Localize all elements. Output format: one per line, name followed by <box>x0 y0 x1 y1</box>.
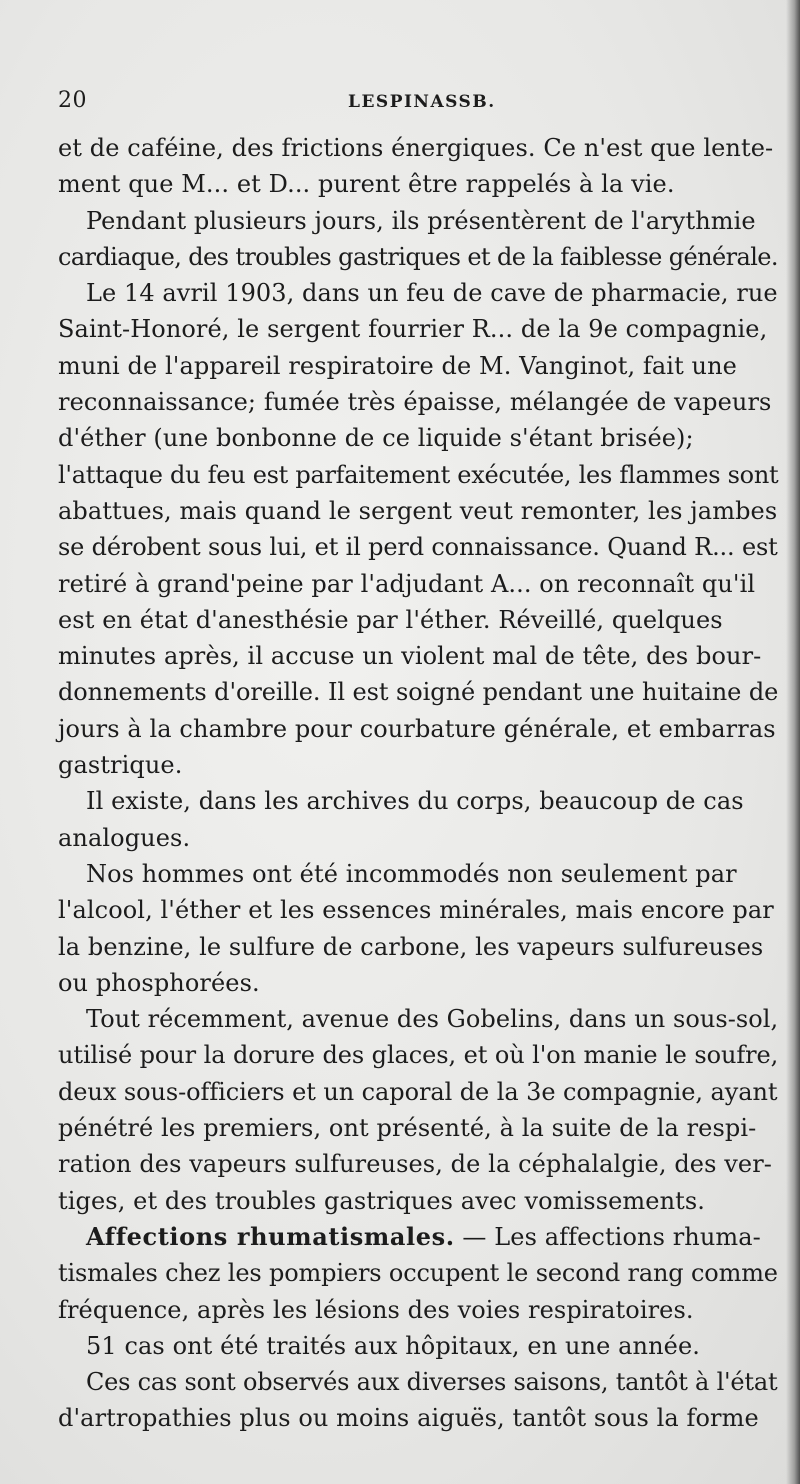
text-line: d'artropathies plus ou moins aiguës, tantôt sous la forme <box>58 1404 759 1433</box>
text-line: tiges, et des troubles gastriques avec vomissements. <box>58 1186 706 1215</box>
text-line: Tout récemment, avenue des Gobelins, dans un sous-sol, <box>86 1005 779 1034</box>
text-line: fréquence, après les lésions des voies respiratoires. <box>58 1295 694 1324</box>
text-line: jours à la chambre pour courbature générale, et embarras <box>58 714 776 743</box>
page-number: 20 <box>58 88 87 113</box>
page-header <box>58 88 698 118</box>
text-line: Saint-Honoré, le sergent fourrier R... de la 9e compagnie, <box>58 315 768 344</box>
text-line: retiré à grand'peine par l'adjudant A... on reconnaît qu'il <box>58 569 756 598</box>
text-line: Ces cas sont observés aux diverses saisons, tantôt à l'état <box>86 1368 778 1397</box>
text-line: Nos hommes ont été incommodés non seulement par <box>86 859 737 888</box>
section-heading-line <box>58 1219 778 1255</box>
text-line: l'alcool, l'éther et les essences minérales, mais encore par <box>58 896 774 925</box>
text-line: se dérobent sous lui, et il perd connaissance. Quand R... est <box>58 533 778 562</box>
text-line: 51 cas ont été traités aux hôpitaux, en une année. <box>86 1331 700 1360</box>
text-line: utilisé pour la dorure des glaces, et où l'on manie le soufre, <box>58 1041 779 1070</box>
text-line-rest: — Les affections rhuma- <box>462 1222 761 1251</box>
text-line: tismales chez les pompiers occupent le second rang comme <box>58 1259 778 1288</box>
text-line: ou phosphorées. <box>58 968 260 997</box>
text-line: Il existe, dans les archives du corps, beaucoup de cas <box>86 787 744 816</box>
text-line: et de caféine, des frictions énergiques. Ce n'est que lente- <box>58 134 774 162</box>
text-line: muni de l'appareil respiratoire de M. Vanginot, fait une <box>58 351 737 380</box>
section-heading: Affections rhumatismales. <box>86 1221 455 1251</box>
text-line: deux sous-officiers et un caporal de la 3e compagnie, ayant <box>58 1077 778 1106</box>
body-text <box>58 130 778 1437</box>
text-line: minutes après, il accuse un violent mal de tête, des bour- <box>58 642 762 671</box>
text-line: ration des vapeurs sulfureuses, de la céphalalgie, des ver- <box>58 1150 772 1179</box>
text-line: est en état d'anesthésie par l'éther. Réveillé, quelques <box>58 605 723 634</box>
page-edge-shadow <box>786 0 800 1484</box>
text-line: Le 14 avril 1903, dans un feu de cave de pharmacie, rue <box>86 279 778 308</box>
text-line: donnements d'oreille. Il est soigné pendant une huitaine de <box>58 678 779 707</box>
text-line: reconnaissance; fumée très épaisse, mélangée de vapeurs <box>58 388 772 417</box>
text-line: Pendant plusieurs jours, ils présentèrent de l'arythmie <box>86 206 756 235</box>
running-head: LESPINASSB. <box>348 92 496 112</box>
text-line: abattues, mais quand le sergent veut remonter, les jambes <box>58 496 778 525</box>
text-line: analogues. <box>58 823 191 852</box>
text-line: d'éther (une bonbonne de ce liquide s'étant brisée); <box>58 424 694 453</box>
text-line: pénétré les premiers, ont présenté, à la suite de la respi- <box>58 1114 757 1143</box>
text-line: l'attaque du feu est parfaitement exécutée, les flammes sont <box>58 460 779 489</box>
text-line: gastrique. <box>58 751 183 780</box>
text-line: la benzine, le sulfure de carbone, les vapeurs sulfureuses <box>58 932 764 961</box>
text-line: ment que M... et D... purent être rappelés à la vie. <box>58 170 675 199</box>
text-line: cardiaque, des troubles gastriques et de la faiblesse générale. <box>58 242 778 271</box>
